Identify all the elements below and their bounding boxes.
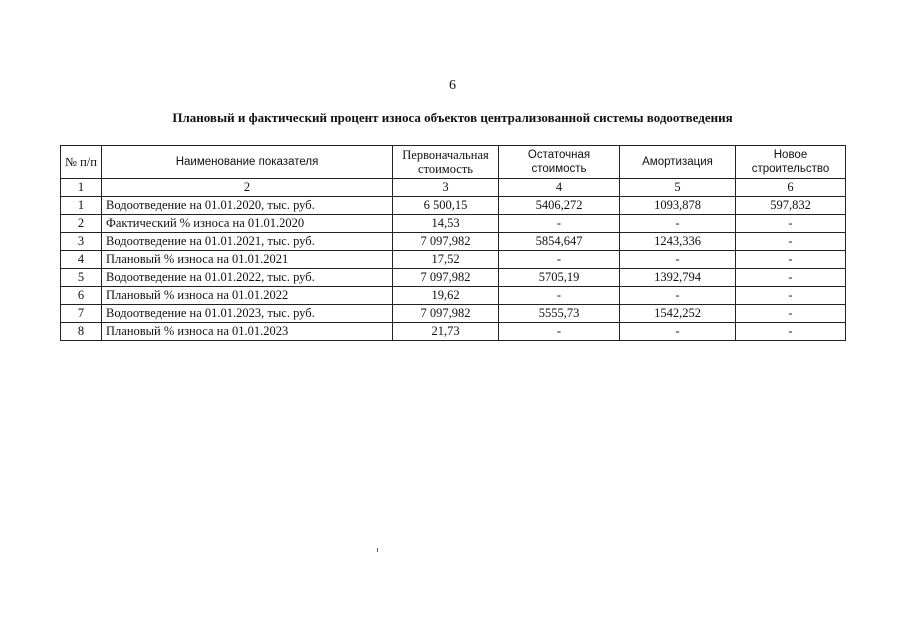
initial-cost: 7 097,982 xyxy=(393,305,499,323)
indicator-name: Водоотведение на 01.01.2021, тыс. руб. xyxy=(102,233,393,251)
column-number: 1 xyxy=(61,179,102,197)
new-construction: 597,832 xyxy=(736,197,846,215)
residual-cost: - xyxy=(499,251,620,269)
table-row xyxy=(61,305,846,323)
wear-percentage-table xyxy=(60,145,846,341)
header-residual-cost: Остаточная стоимость xyxy=(499,146,620,179)
row-number: 1 xyxy=(61,197,102,215)
indicator-name: Плановый % износа на 01.01.2022 xyxy=(102,287,393,305)
residual-cost: - xyxy=(499,215,620,233)
new-construction: - xyxy=(736,287,846,305)
initial-cost: 21,73 xyxy=(393,323,499,341)
indicator-name: Плановый % износа на 01.01.2021 xyxy=(102,251,393,269)
page-number: 6 xyxy=(449,78,456,93)
table-header-row xyxy=(61,146,846,179)
table-row xyxy=(61,197,846,215)
header-number: № п/п xyxy=(61,146,102,179)
column-number: 5 xyxy=(620,179,736,197)
document-title: Плановый и фактический процент износа объектов централизованной системы водоотведения xyxy=(172,110,733,125)
initial-cost: 7 097,982 xyxy=(393,233,499,251)
new-construction: - xyxy=(736,269,846,287)
new-construction: - xyxy=(736,215,846,233)
indicator-name: Водоотведение на 01.01.2020, тыс. руб. xyxy=(102,197,393,215)
initial-cost: 7 097,982 xyxy=(393,269,499,287)
initial-cost: 19,62 xyxy=(393,287,499,305)
depreciation: 1392,794 xyxy=(620,269,736,287)
column-number: 3 xyxy=(393,179,499,197)
row-number: 7 xyxy=(61,305,102,323)
row-number: 2 xyxy=(61,215,102,233)
scan-speck xyxy=(377,548,378,552)
table-row xyxy=(61,215,846,233)
indicator-name: Водоотведение на 01.01.2023, тыс. руб. xyxy=(102,305,393,323)
depreciation: 1542,252 xyxy=(620,305,736,323)
initial-cost: 14,53 xyxy=(393,215,499,233)
table-row xyxy=(61,323,846,341)
indicator-name: Плановый % износа на 01.01.2023 xyxy=(102,323,393,341)
residual-cost: - xyxy=(499,287,620,305)
row-number: 4 xyxy=(61,251,102,269)
table-row xyxy=(61,251,846,269)
row-number: 8 xyxy=(61,323,102,341)
header-new-construction: Новое строительство xyxy=(736,146,846,179)
residual-cost: - xyxy=(499,323,620,341)
initial-cost: 17,52 xyxy=(393,251,499,269)
table-row xyxy=(61,287,846,305)
residual-cost: 5705,19 xyxy=(499,269,620,287)
header-depreciation: Амортизация xyxy=(620,146,736,179)
new-construction: - xyxy=(736,305,846,323)
header-indicator-name: Наименование показателя xyxy=(102,146,393,179)
residual-cost: 5854,647 xyxy=(499,233,620,251)
column-number: 6 xyxy=(736,179,846,197)
table-row xyxy=(61,233,846,251)
row-number: 6 xyxy=(61,287,102,305)
depreciation: - xyxy=(620,287,736,305)
residual-cost: 5555,73 xyxy=(499,305,620,323)
depreciation: - xyxy=(620,323,736,341)
residual-cost: 5406,272 xyxy=(499,197,620,215)
depreciation: 1243,336 xyxy=(620,233,736,251)
initial-cost: 6 500,15 xyxy=(393,197,499,215)
column-number-row xyxy=(61,179,846,197)
depreciation: 1093,878 xyxy=(620,197,736,215)
new-construction: - xyxy=(736,251,846,269)
indicator-name: Фактический % износа на 01.01.2020 xyxy=(102,215,393,233)
column-number: 4 xyxy=(499,179,620,197)
row-number: 5 xyxy=(61,269,102,287)
new-construction: - xyxy=(736,233,846,251)
new-construction: - xyxy=(736,323,846,341)
indicator-name: Водоотведение на 01.01.2022, тыс. руб. xyxy=(102,269,393,287)
depreciation: - xyxy=(620,251,736,269)
column-number: 2 xyxy=(102,179,393,197)
row-number: 3 xyxy=(61,233,102,251)
header-initial-cost: Первоначальная стоимость xyxy=(393,146,499,179)
depreciation: - xyxy=(620,215,736,233)
table-row xyxy=(61,269,846,287)
